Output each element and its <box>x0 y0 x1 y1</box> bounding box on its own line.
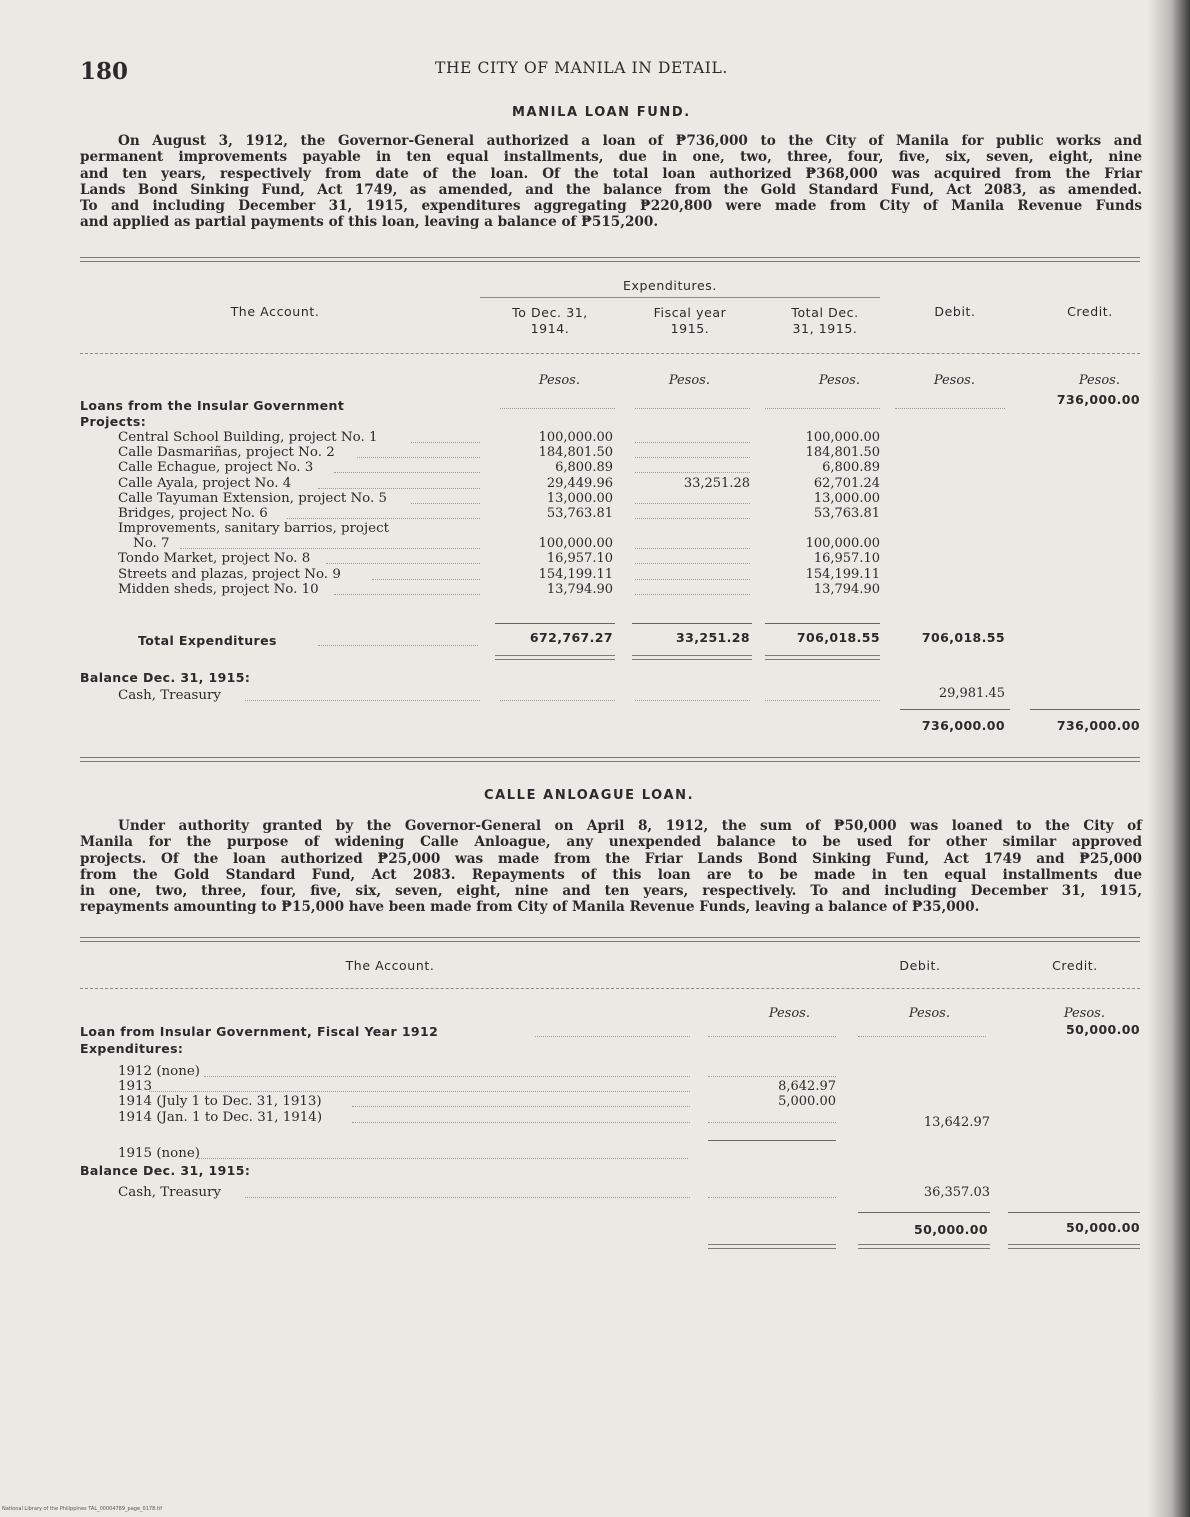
leader-dots <box>318 488 480 489</box>
project-label: Calle Dasmariñas, project No. 2 <box>118 445 335 461</box>
leader-dots <box>198 1158 688 1159</box>
project-to-dec-1914: 100,000.00 <box>538 430 613 445</box>
header-bottom-rule <box>80 988 1140 989</box>
leader-dots <box>765 408 880 409</box>
leader-dots <box>318 645 478 646</box>
header-line: Fiscal year <box>653 305 727 320</box>
paragraph-line: Under authority granted by the Governor-General on April 8, 1912, the sum of ₱50,000 was loaned to the City of <box>118 818 1142 834</box>
scan-credit-footer: National Library of the Philippines TAL_00004789_page_0178.tif <box>2 1506 162 1512</box>
expenditures-heading: Expenditures: <box>80 1041 184 1056</box>
expenditure-label: 1914 (Jan. 1 to Dec. 31, 1914) <box>118 1109 323 1125</box>
paragraph-line: in one, two, three, four, five, six, seven, eight, nine and ten years, respectively. To and including December 31, 1915, <box>80 883 1142 900</box>
loan-credit: 50,000.00 <box>1066 1022 1140 1037</box>
project-to-dec-1914: 13,000.00 <box>546 490 613 506</box>
leader-dots <box>357 457 480 458</box>
row-label-balance: Balance Dec. 31, 1915: <box>80 1163 251 1178</box>
table-top-rule <box>80 257 1140 262</box>
leader-dots <box>635 700 750 701</box>
section-title-manila-loan-fund: MANILA LOAN FUND. <box>512 105 691 120</box>
leader-dots <box>635 503 750 504</box>
project-to-dec-1914: 6,800.89 <box>555 460 613 476</box>
project-label: Central School Building, project No. 1 <box>118 430 378 445</box>
unit-label: Pesos. <box>538 373 580 388</box>
project-label: Calle Tayuman Extension, project No. 5 <box>118 490 388 506</box>
projects-heading: Projects: <box>80 414 147 429</box>
leader-dots <box>635 594 750 595</box>
double-rule <box>858 1244 990 1249</box>
leader-dots <box>858 1036 986 1037</box>
expenditures-rule <box>480 297 880 298</box>
project-label: Calle Echague, project No. 3 <box>118 460 314 476</box>
unit-label: Pesos. <box>1063 1006 1105 1021</box>
row-label-cash-treasury: Cash, Treasury <box>118 1185 221 1200</box>
paragraph-line: Manila for the purpose of widening Calle Anloague, any unexpended balance to be used for other similar approved <box>80 834 1142 851</box>
paragraph-line: and applied as partial payments of this loan, leaving a balance of ₱515,200. <box>80 214 659 231</box>
project-total-dec-1915: 62,701.24 <box>813 475 880 491</box>
project-total-dec-1915: 53,763.81 <box>813 506 880 521</box>
expenditure-amount: 5,000.00 <box>778 1094 836 1110</box>
leader-dots <box>500 408 615 409</box>
column-header-total-dec-1915 <box>765 305 885 337</box>
project-label: Bridges, project No. 6 <box>118 506 268 521</box>
column-header-debit: Debit. <box>899 958 941 973</box>
project-label: Improvements, sanitary barrios, project <box>118 521 389 537</box>
project-to-dec-1914: 16,957.10 <box>546 551 613 567</box>
project-total-dec-1915: 100,000.00 <box>805 536 880 552</box>
unit-label: Pesos. <box>768 1006 810 1021</box>
subtotal-rule <box>495 623 615 624</box>
expenditure-label: 1913 <box>118 1079 153 1095</box>
project-to-dec-1914: 100,000.00 <box>538 536 613 552</box>
subtotal-debit: 13,642.97 <box>923 1115 990 1130</box>
sum-debit: 736,000.00 <box>921 718 1005 733</box>
sum-credit: 736,000.00 <box>1056 718 1140 733</box>
project-to-dec-1914: 29,449.96 <box>546 475 613 491</box>
anloague-loan-paragraph <box>80 818 1142 916</box>
section-title-calle-anloague-loan: CALLE ANLOAGUE LOAN. <box>484 788 695 803</box>
project-label: Streets and plazas, project No. 9 <box>118 566 341 582</box>
double-rule <box>632 655 752 660</box>
expenditure-label: 1912 (none) <box>118 1064 201 1079</box>
double-rule <box>765 655 880 660</box>
leader-dots <box>352 1122 690 1123</box>
leader-dots <box>245 700 480 701</box>
running-head: THE CITY OF MANILA IN DETAIL. <box>435 59 728 77</box>
header-line: Total Dec. <box>791 305 859 320</box>
leader-dots <box>204 1076 690 1077</box>
subtotal-rule <box>1008 1212 1140 1213</box>
column-header-credit: Credit. <box>1052 958 1098 973</box>
paragraph-line: Lands Bond Sinking Fund, Act 1749, as amended, and the balance from the Gold Standard Fund, Act 2083, as amended. <box>80 181 1142 198</box>
project-to-dec-1914: 184,801.50 <box>538 445 613 461</box>
header-line: To Dec. 31, <box>512 305 588 320</box>
expenditure-label: 1914 (July 1 to Dec. 31, 1913) <box>118 1094 322 1110</box>
paragraph-line: permanent improvements payable in ten equal installments, due in one, two, three, four, five, six, seven, eight, nine <box>80 149 1142 166</box>
column-header-account: The Account. <box>230 304 320 319</box>
column-header-credit: Credit. <box>1067 304 1113 319</box>
expenditure-amount: 8,642.97 <box>778 1079 836 1095</box>
unit-label: Pesos. <box>908 1006 950 1021</box>
leader-dots <box>334 472 480 473</box>
paragraph-line: To and including December 31, 1915, expenditures aggregating ₱220,800 were made from City of Manila Revenue Funds <box>80 198 1142 215</box>
page-edge-shadow <box>1148 0 1190 1517</box>
paragraph-line: repayments amounting to ₱15,000 have been made from City of Manila Revenue Funds, leaving a balance of ₱35,000. <box>80 899 980 916</box>
project-label: Calle Ayala, project No. 4 <box>118 475 292 491</box>
subtotal-rule <box>1030 709 1140 710</box>
leader-dots <box>411 442 480 443</box>
project-total-dec-1915: 100,000.00 <box>805 430 880 445</box>
double-rule <box>1008 1244 1140 1249</box>
sum-credit: 50,000.00 <box>1066 1220 1140 1235</box>
leader-dots <box>635 548 750 549</box>
leader-dots <box>635 408 750 409</box>
leader-dots <box>635 579 750 580</box>
total-dec-1915: 706,018.55 <box>796 630 880 645</box>
loans-credit: 736,000.00 <box>1056 392 1140 407</box>
project-fiscal-1915: 33,251.28 <box>683 475 750 491</box>
leader-dots <box>708 1076 836 1077</box>
leader-dots <box>180 548 480 549</box>
leader-dots <box>708 1036 836 1037</box>
row-label-balance: Balance Dec. 31, 1915: <box>80 670 251 685</box>
leader-dots <box>372 579 480 580</box>
table-top-rule <box>80 937 1140 942</box>
project-label: Midden sheds, project No. 10 <box>118 581 319 597</box>
column-header-debit: Debit. <box>934 304 976 319</box>
project-to-dec-1914: 53,763.81 <box>546 506 613 521</box>
total-fiscal-1915: 33,251.28 <box>676 630 750 645</box>
paragraph-line: On August 3, 1912, the Governor-General authorized a loan of ₱736,000 to the City of Manila for public works and <box>118 133 1142 149</box>
leader-dots <box>411 503 480 504</box>
project-total-dec-1915: 16,957.10 <box>813 551 880 567</box>
double-rule <box>708 1244 836 1249</box>
leader-dots <box>708 1197 836 1198</box>
project-to-dec-1914: 154,199.11 <box>538 566 613 582</box>
subtotal-rule <box>765 623 880 624</box>
cash-debit: 36,357.03 <box>923 1185 990 1200</box>
leader-dots <box>334 594 480 595</box>
project-total-dec-1915: 184,801.50 <box>805 445 880 461</box>
unit-label: Pesos. <box>933 373 975 388</box>
header-line: 31, 1915. <box>792 321 858 336</box>
cash-debit: 29,981.45 <box>938 686 1005 701</box>
project-total-dec-1915: 6,800.89 <box>822 460 880 476</box>
row-label-1915-none: 1915 (none) <box>118 1146 201 1161</box>
leader-dots <box>635 457 750 458</box>
leader-dots <box>765 700 880 701</box>
leader-dots <box>635 563 750 564</box>
column-header-account: The Account. <box>345 958 435 973</box>
sum-debit: 50,000.00 <box>914 1222 988 1237</box>
manila-loan-paragraph <box>80 133 1142 231</box>
header-bottom-rule <box>80 353 1140 354</box>
paragraph-line: from the Gold Standard Fund, Act 2083. Repayments of this loan are to be made in ten equal installments due <box>80 866 1142 883</box>
page-number: 180 <box>80 58 129 85</box>
total-to-dec-1914: 672,767.27 <box>529 630 613 645</box>
row-label-loan-insular: Loan from Insular Government, Fiscal Year 1912 <box>80 1024 439 1039</box>
leader-dots <box>287 518 480 519</box>
leader-dots <box>326 563 480 564</box>
leader-dots <box>708 1122 836 1123</box>
row-label-loans: Loans from the Insular Government <box>80 398 345 413</box>
project-label-continued: No. 7 <box>133 536 170 552</box>
row-label-cash-treasury: Cash, Treasury <box>118 688 221 703</box>
leader-dots <box>535 1036 690 1037</box>
leader-dots <box>635 442 750 443</box>
paragraph-line: and ten years, respectively from date of the loan. Of the total loan authorized ₱368,000 was acquired from the Friar <box>80 165 1142 182</box>
project-total-dec-1915: 154,199.11 <box>805 566 880 582</box>
leader-dots <box>500 700 615 701</box>
leader-dots <box>149 1091 690 1092</box>
paragraph-line: projects. Of the loan authorized ₱25,000 was made from the Friar Lands Bond Sinking Fund, Act 1749 and ₱25,000 <box>80 850 1142 867</box>
leader-dots <box>635 472 750 473</box>
column-header-fiscal-1915 <box>630 305 750 337</box>
subtotal-rule <box>900 709 1010 710</box>
project-to-dec-1914: 13,794.90 <box>546 581 613 597</box>
project-label: Tondo Market, project No. 8 <box>118 551 311 567</box>
project-total-dec-1915: 13,000.00 <box>813 490 880 506</box>
leader-dots <box>895 408 1005 409</box>
unit-label: Pesos. <box>818 373 860 388</box>
total-debit: 706,018.55 <box>921 630 1005 645</box>
unit-label: Pesos. <box>1078 373 1120 388</box>
unit-label: Pesos. <box>668 373 710 388</box>
subtotal-rule <box>858 1212 990 1213</box>
leader-dots <box>245 1197 690 1198</box>
leader-dots <box>635 518 750 519</box>
row-label-total-expenditures: Total Expenditures <box>138 633 277 648</box>
column-header-to-dec-1914 <box>490 305 610 337</box>
subtotal-rule <box>632 623 752 624</box>
project-total-dec-1915: 13,794.90 <box>813 581 880 597</box>
subtotal-rule <box>708 1140 836 1141</box>
leader-dots <box>352 1106 690 1107</box>
double-rule <box>495 655 615 660</box>
column-header-expenditures: Expenditures. <box>623 278 717 293</box>
header-line: 1914. <box>530 321 570 336</box>
table-bottom-rule <box>80 757 1140 762</box>
header-line: 1915. <box>670 321 710 336</box>
